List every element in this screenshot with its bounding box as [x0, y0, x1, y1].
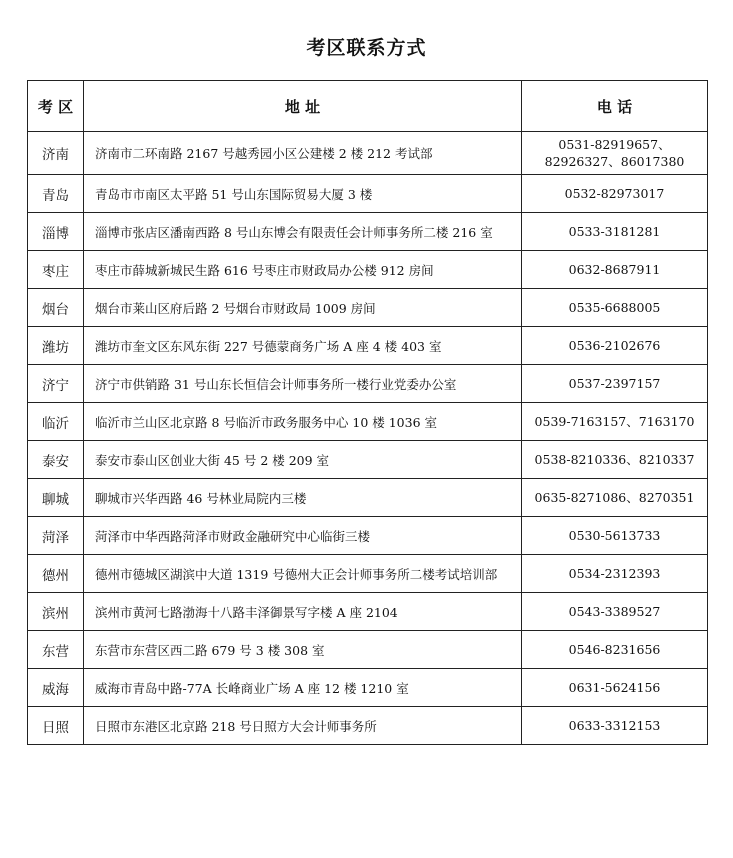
region-cell: 济南: [28, 132, 84, 175]
addr-cell: 东营市东营区西二路 679 号 3 楼 308 室: [84, 631, 522, 669]
region-cell: 潍坊: [28, 327, 84, 365]
table-row: [28, 669, 708, 707]
table-row: [28, 175, 708, 213]
addr-cell: 滨州市黄河七路渤海十八路丰泽御景写字楼 A 座 2104: [84, 593, 522, 631]
phone-cell: 0532-82973017: [522, 175, 708, 213]
header-address: 地 址: [84, 81, 522, 132]
phone-cell: 0536-2102676: [522, 327, 708, 365]
phone-cell: 0543-3389527: [522, 593, 708, 631]
page-title: 考区联系方式: [306, 37, 427, 59]
table-row: [28, 327, 708, 365]
region-cell: 聊城: [28, 479, 84, 517]
phone-cell: 0537-2397157: [522, 365, 708, 403]
table-row: [28, 132, 708, 175]
table-row: [28, 517, 708, 555]
addr-cell: 菏泽市中华西路菏泽市财政金融研究中心临街三楼: [84, 517, 522, 555]
header-region: 考 区: [28, 81, 84, 132]
region-cell: 济宁: [28, 365, 84, 403]
phone-cell: 0635-8271086、8270351: [522, 479, 708, 517]
phone-cell: 0531-82919657、82926327、86017380: [522, 132, 708, 175]
phone-cell: 0530-5613733: [522, 517, 708, 555]
table-row: [28, 213, 708, 251]
phone-cell: 0535-6688005: [522, 289, 708, 327]
region-cell: 泰安: [28, 441, 84, 479]
region-cell: 滨州: [28, 593, 84, 631]
region-cell: 日照: [28, 707, 84, 745]
addr-cell: 潍坊市奎文区东风东街 227 号德蒙商务广场 A 座 4 楼 403 室: [84, 327, 522, 365]
addr-cell: 威海市青岛中路-77A 长峰商业广场 A 座 12 楼 1210 室: [84, 669, 522, 707]
addr-cell: 日照市东港区北京路 218 号日照方大会计师事务所: [84, 707, 522, 745]
region-cell: 淄博: [28, 213, 84, 251]
table-row: [28, 403, 708, 441]
addr-cell: 济宁市供销路 31 号山东长恒信会计师事务所一楼行业党委办公室: [84, 365, 522, 403]
region-cell: 烟台: [28, 289, 84, 327]
table-row: [28, 479, 708, 517]
table-header-row: [28, 81, 708, 132]
region-cell: 东营: [28, 631, 84, 669]
table-row: [28, 441, 708, 479]
addr-cell: 烟台市莱山区府后路 2 号烟台市财政局 1009 房间: [84, 289, 522, 327]
phone-cell: 0538-8210336、8210337: [522, 441, 708, 479]
table-row: [28, 251, 708, 289]
phone-cell: 0631-5624156: [522, 669, 708, 707]
table-row: [28, 289, 708, 327]
region-cell: 青岛: [28, 175, 84, 213]
region-cell: 威海: [28, 669, 84, 707]
table-row: [28, 555, 708, 593]
region-cell: 枣庄: [28, 251, 84, 289]
addr-cell: 聊城市兴华西路 46 号林业局院内三楼: [84, 479, 522, 517]
addr-cell: 济南市二环南路 2167 号越秀园小区公建楼 2 楼 212 考试部: [84, 132, 522, 175]
phone-cell: 0632-8687911: [522, 251, 708, 289]
table-row: [28, 707, 708, 745]
addr-cell: 青岛市市南区太平路 51 号山东国际贸易大厦 3 楼: [84, 175, 522, 213]
phone-cell: 0539-7163157、7163170: [522, 403, 708, 441]
contact-table: [27, 80, 708, 745]
table-row: [28, 631, 708, 669]
region-cell: 德州: [28, 555, 84, 593]
header-phone: 电 话: [522, 81, 708, 132]
region-cell: 菏泽: [28, 517, 84, 555]
region-cell: 临沂: [28, 403, 84, 441]
phone-cell: 0633-3312153: [522, 707, 708, 745]
phone-cell: 0546-8231656: [522, 631, 708, 669]
addr-cell: 泰安市泰山区创业大街 45 号 2 楼 209 室: [84, 441, 522, 479]
addr-cell: 临沂市兰山区北京路 8 号临沂市政务服务中心 10 楼 1036 室: [84, 403, 522, 441]
phone-cell: 0534-2312393: [522, 555, 708, 593]
table-row: [28, 593, 708, 631]
addr-cell: 德州市德城区湖滨中大道 1319 号德州大正会计师事务所二楼考试培训部: [84, 555, 522, 593]
addr-cell: 淄博市张店区潘南西路 8 号山东博会有限责任会计师事务所二楼 216 室: [84, 213, 522, 251]
table-row: [28, 365, 708, 403]
phone-cell: 0533-3181281: [522, 213, 708, 251]
addr-cell: 枣庄市薛城新城民生路 616 号枣庄市财政局办公楼 912 房间: [84, 251, 522, 289]
